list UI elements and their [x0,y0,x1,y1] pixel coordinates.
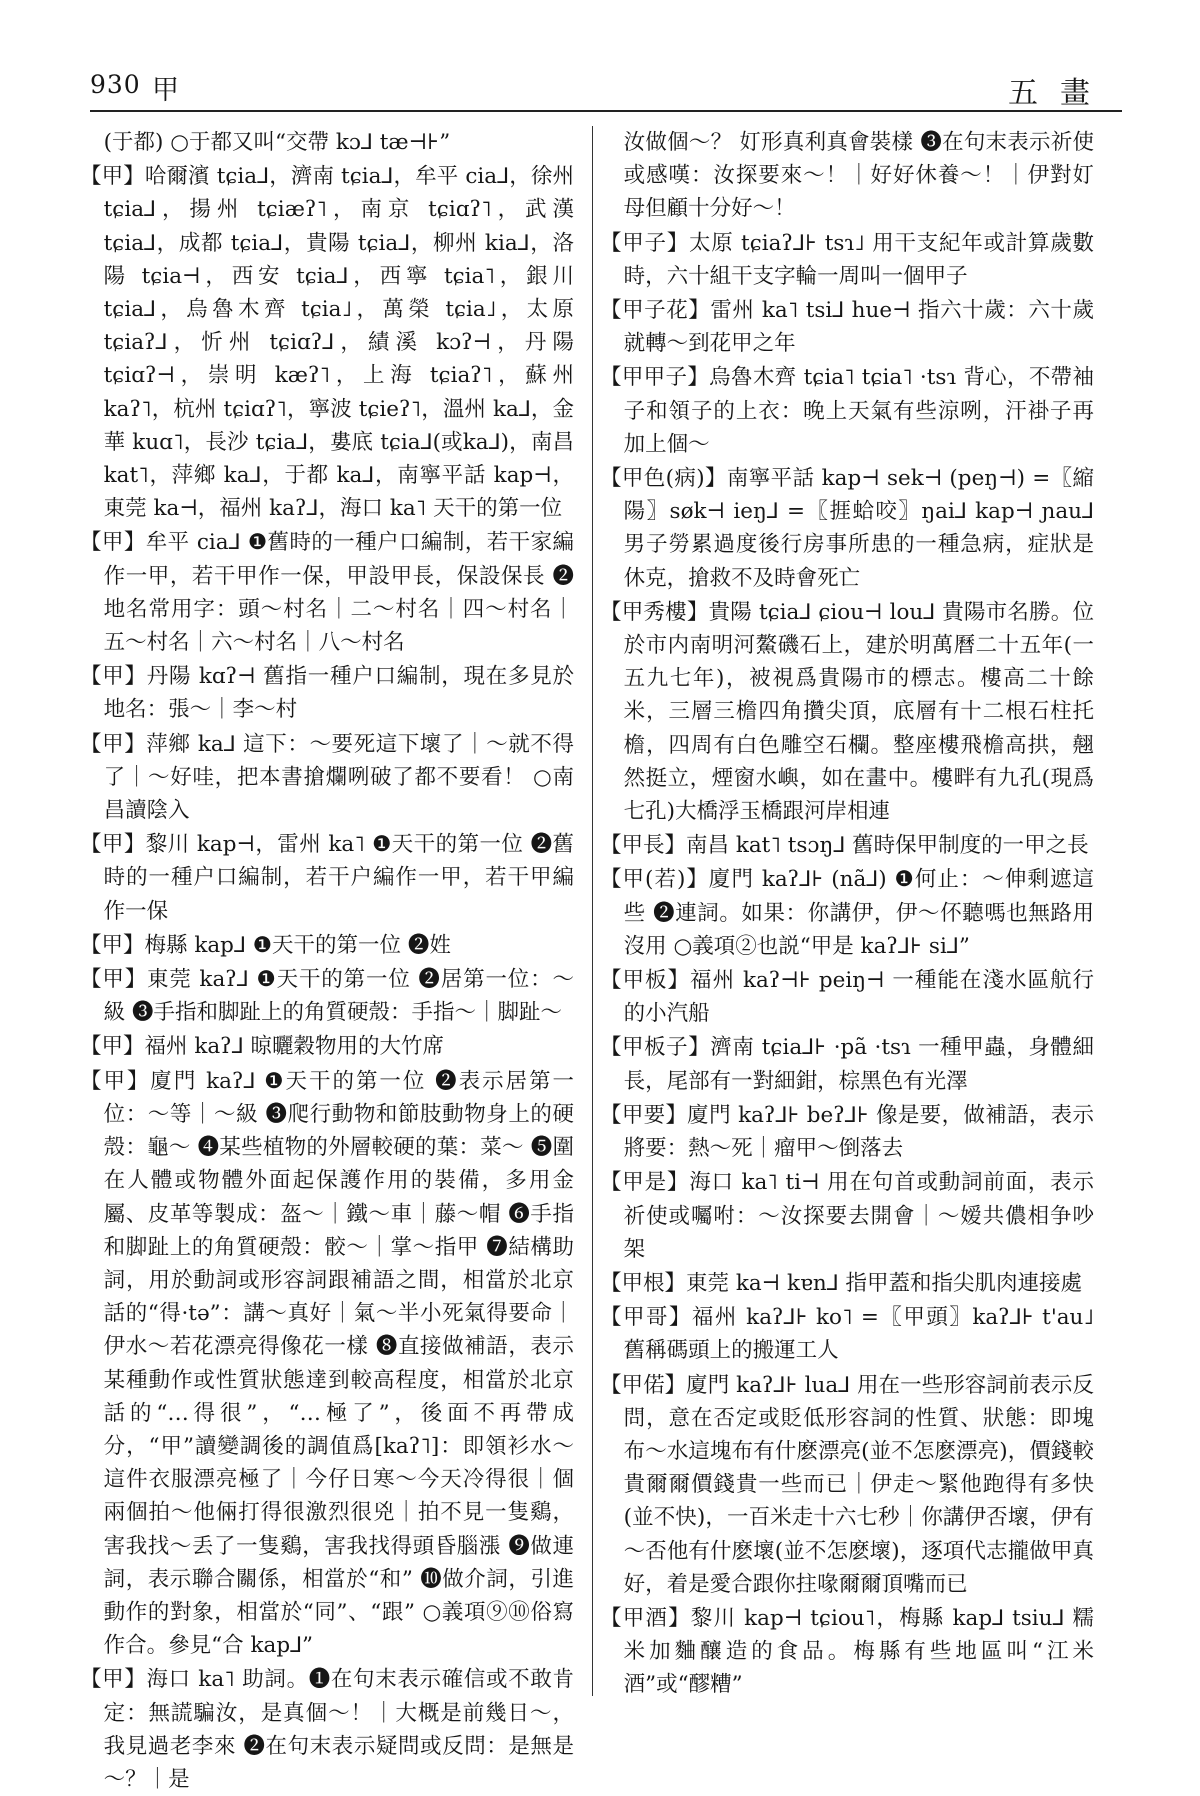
right-column [600,126,1094,1702]
dictionary-entry: 【甲是】海口 ka˥ ti⊣ 用在句首或動詞前面，表示祈使或囑咐：～汝探要去開會｜～嫒共儂相争吵架 [600,1170,1094,1262]
dictionary-entry: 【甲】牟平 cia⅃ ❶舊時的一種户口編制，若干家編作一甲，若干甲作一保，甲設甲長，保設保長 ❷地名常用字：頭～村名｜二～村名｜四～村名｜五～村名｜六～村名｜八～村名 [80,530,574,656]
left-column [80,126,574,1792]
dictionary-entry: 【甲】梅縣 kap⅃ ❶天干的第一位 ❷姓 [80,932,451,958]
page-header [90,64,1122,112]
dictionary-entry: 【甲偌】廈門 kaʔ⅃⊦ lua⅃ 用在一些形容詞前表示反問，意在否定或貶低形容詞的性質、狀態：即塊布～水這塊布有什麽漂亮(並不怎麽漂亮)，價錢較貴爾爾價錢貴一些而已｜伊走～緊他跑得有多快(並不快)，一百米走十六七秒｜你講伊否壞，伊有～否他有什麽壞(並不怎麽壞)，逐項代志攏做甲真好，着是愛合跟你拄喙爾爾頂嘴而已 [600,1372,1094,1597]
section-title: 五畫 [1008,76,1112,111]
dictionary-entry: 【甲板】福州 kaʔ⊣⊦ peiŋ⊣ 一種能在淺水區航行的小汽船 [600,968,1094,1027]
dictionary-entry: (于都) ○于都又叫“交帶 kɔ⅃ tæ⊣⊦” [103,130,451,155]
dictionary-entry: 【甲秀樓】貴陽 tɕia⅃ ɕiou⊣ lou⅃ 貴陽市名勝。位於市内南明河鰲磯石上，建於明萬曆二十五年(一五九七年)，被視爲貴陽市的標志。樓高二十餘米，三層三檐四角攢尖頂，底層有十二根石柱托檐，四周有白色雕空石欄。整座樓飛檐高拱，翹然挺立，煙窗水嶼，如在畫中。樓畔有九孔(現爲七孔)大橋浮玉橋跟河岸相連 [600,599,1094,825]
dictionary-entry: 【甲要】廈門 kaʔ⅃⊦ beʔ⅃⊦ 像是要，做補語，表示將要：熱～死｜瘤甲～倒落去 [600,1102,1094,1162]
dictionary-entry: 【甲】哈爾濱 tɕia⅃，濟南 tɕia⅃，牟平 cia⅃，徐州 tɕia⅃，揚州 tɕiæʔ˥，南京 tɕiɑʔ˥，武漢 tɕia⅃，成都 tɕia⅃，貴陽 tɕia⅃，柳州 kia⅃，洛陽 tɕia⊣，西安 tɕia⅃，西寧 tɕia˥，銀川 tɕia⅃，烏魯木齊 tɕia˩，萬榮 tɕia˩，太原 tɕiaʔ⅃，忻州 tɕiɑʔ⅃，績溪 kɔʔ⊣，丹陽 tɕiɑʔ⊣，崇明 kæʔ˥，上海 tɕiaʔ˥，蘇州 kaʔ˥，杭州 tɕiɑʔ˥，寧波 tɕieʔ˥，溫州 ka⅃，金華 kuɑ˥，長沙 tɕia⅃，婁底 tɕia⅃(或ka⅃)，南昌 kat˥，萍鄉 ka⅃，于都 ka⅃，南寧平話 kap⊣，東莞 ka⊣，福州 kaʔ⅃，海口 ka˥ 天干的第一位 [80,164,574,522]
dictionary-entry: 【甲】福州 kaʔ⅃ 晾曬穀物用的大竹席 [80,1034,445,1060]
page-number: 930 [90,70,141,99]
dictionary-entry: 【甲子花】雷州 ka˥ tsi⅃ hue⊣ 指六十歲：六十歲就轉～到花甲之年 [600,298,1094,357]
dictionary-entry: 【甲】萍鄉 ka⅃ 這下：～要死這下壞了｜～就不得了｜～好哇，把本書搶爛咧破了都不要看！ ○南昌讀陰入 [80,731,574,824]
dictionary-entry: 【甲哥】福州 kaʔ⅃⊦ ko˥ =〖甲頭〗kaʔ⅃⊦ t'au˩ 舊稱碼頭上的搬運工人 [600,1305,1094,1364]
dictionary-entry: 【甲色(病)】南寧平話 kap⊣ sek⊣ (peŋ⊣) =〖縮陽〗søk⊣ ieŋ⅃ =〖捱蛤咬〗ŋai⅃ kap⊣ ɲau⅃ 男子勞累過度後行房事所患的一種急病，症狀是休克，搶救不及時會死亡 [600,466,1094,591]
column-divider [592,126,593,1696]
dictionary-entry: 【甲】海口 ka˥ 助詞。❶在句末表示確信或不敢肯定：無謊騙汝，是真個～！｜大概是前幾日～，我見過老李來 ❷在句末表示疑問或反問：是無是～？｜是 [80,1667,574,1792]
dictionary-entry: 【甲根】東莞 ka⊣ kɐn⅃ 指甲蓋和指尖肌肉連接處 [600,1270,1083,1296]
dictionary-entry: 【甲板子】濟南 tɕia⅃⊦ ·pã ·tsɿ 一種甲蟲，身體細長，尾部有一對細鉗，棕黑色有光澤 [600,1035,1094,1094]
dictionary-entry: 【甲酒】黎川 kap⊣ tɕiou˥，梅縣 kap⅃ tsiu⅃ 糯米加麯釀造的食品。梅縣有些地區叫“江米酒”或“醪糟” [600,1605,1094,1698]
dictionary-entry: 【甲】廈門 kaʔ⅃ ❶天干的第一位 ❷表示居第一位：～等｜～級 ❸爬行動物和節肢動物身上的硬殼：龜～ ❹某些植物的外層較硬的葉：菜～ ❺圍在人體或物體外面起保護作用的裝備，多用金屬、皮革等製成：盔～｜鐵～車｜藤～帽 ❻手指和脚趾上的角質硬殼：骹～｜掌～指甲 ❼結構助詞，用於動詞或形容詞跟補語之間，相當於北京話的“得·tə”：講～真好｜氣～半小死氣得要命｜伊水～若花漂亮得像花一樣 ❽直接做補語，表示某種動作或性質狀態達到較高程度，相當於北京話的“…得很”，“…極了”，後面不再帶成分，“甲”讀變調後的調值爲[kaʔ˥]：即領衫水～這件衣服漂亮極了｜今仔日寒～今天冷得很｜個兩個拍～他倆打得很激烈很兇｜拍不見一隻鷄，害我找～丢了一隻鷄，害我找得頭昏腦漲 ❾做連詞，表示聯合關係，相當於“和” ❿做介詞，引進動作的對象，相當於“同”、“跟” ○義項⑨⑩俗寫作合。參見“合 kap⅃” [80,1068,574,1659]
dictionary-entry: 【甲】東莞 kaʔ⅃ ❶天干的第一位 ❷居第一位：～級 ❸手指和脚趾上的角質硬殼：手指～｜脚趾～ [80,967,574,1026]
dictionary-entry: 汝做個～？ 奵形真利真會裝樣 ❸在句末表示祈使或感嘆：汝探要來～！｜好好休養～！｜伊對奵母但顧十分好～！ [623,130,1094,222]
running-title: 甲 [152,75,179,106]
dictionary-entry: 【甲(若)】廈門 kaʔ⅃⊦ (nã⅃) ❶何止：～伸剩遮這些 ❷連詞。如果：你講伊，伊～伓聽嗎也無路用沒用 ○義項②也説“甲是 kaʔ⅃⊦ si⅃” [600,867,1094,959]
dictionary-entry: 【甲甲子】烏魯木齊 tɕia˥ tɕia˥ ·tsɿ 背心，不帶袖子和領子的上衣：晚上天氣有些涼咧，汗褂子再加上個～ [600,365,1094,457]
dictionary-entry: 【甲】黎川 kap⊣，雷州 ka˥ ❶天干的第一位 ❷舊時的一種户口編制，若干户編作一甲，若干甲編作一保 [80,832,574,924]
dictionary-entry: 【甲子】太原 tɕiaʔ⅃⊦ tsɿ˩ 用干支紀年或計算歲數時，六十組干支字輪一周叫一個甲子 [600,230,1094,289]
dictionary-entry: 【甲長】南昌 kat˥ tsɔŋ⅃ 舊時保甲制度的一甲之長 [600,833,1089,859]
dictionary-entry: 【甲】丹陽 kɑʔ⊣ 舊指一種户口編制，現在多見於地名：張～｜李～村 [80,664,574,723]
